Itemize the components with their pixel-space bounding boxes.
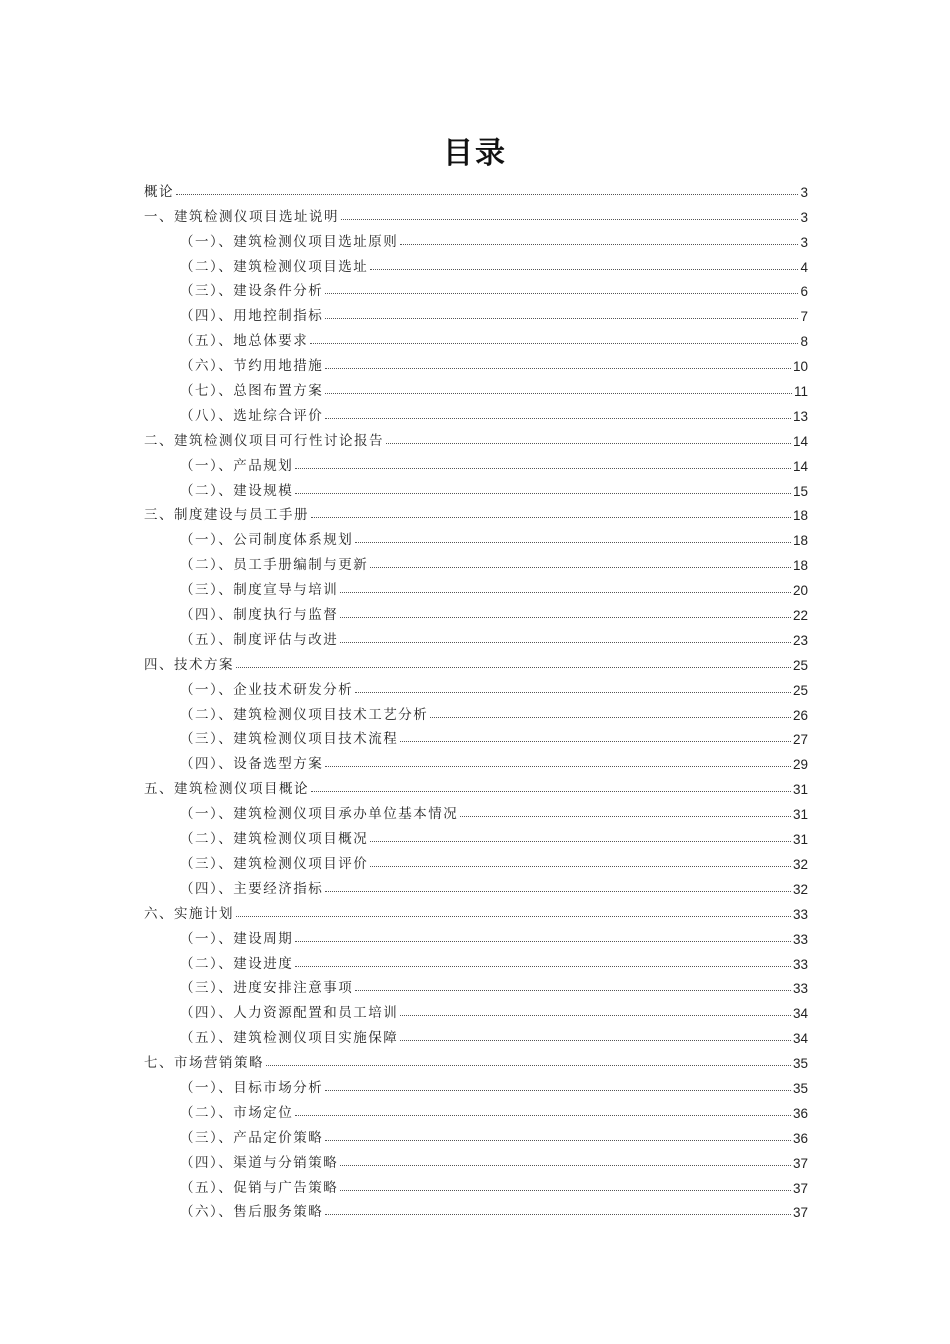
toc-leader-dots bbox=[386, 442, 791, 444]
toc-entry-page: 29 bbox=[792, 757, 808, 773]
toc-entry-page: 11 bbox=[793, 384, 808, 400]
toc-entry-page: 37 bbox=[792, 1155, 808, 1171]
table-of-contents bbox=[144, 175, 808, 1220]
toc-entry-page: 20 bbox=[792, 583, 808, 599]
toc-entry-page: 15 bbox=[792, 483, 808, 499]
toc-entry-page: 3 bbox=[800, 209, 808, 225]
toc-entry[interactable] bbox=[144, 897, 808, 922]
toc-entry[interactable] bbox=[144, 797, 808, 822]
toc-entry[interactable] bbox=[144, 1171, 808, 1196]
toc-entry-label: （一）、建筑检测仪项目选址原则 bbox=[180, 233, 399, 250]
toc-entry-page: 36 bbox=[792, 1130, 808, 1146]
toc-leader-dots bbox=[460, 815, 791, 817]
toc-entry-page: 32 bbox=[792, 881, 808, 897]
toc-entry-label: 概论 bbox=[144, 183, 174, 200]
toc-entry-page: 36 bbox=[792, 1105, 808, 1121]
toc-entry[interactable] bbox=[144, 175, 808, 200]
toc-entry-page: 35 bbox=[792, 1080, 808, 1096]
toc-title: 目录 bbox=[443, 136, 507, 171]
toc-entry[interactable] bbox=[144, 449, 808, 474]
toc-entry-label: 六、实施计划 bbox=[144, 905, 234, 922]
toc-entry-page: 32 bbox=[792, 856, 808, 872]
toc-entry-label: （五）、促销与广告策略 bbox=[180, 1179, 339, 1196]
toc-entry-page: 18 bbox=[792, 558, 808, 574]
toc-entry-page: 31 bbox=[792, 807, 808, 823]
toc-leader-dots bbox=[325, 890, 791, 892]
toc-leader-dots bbox=[325, 367, 791, 369]
toc-entry-label: （一）、建设周期 bbox=[180, 930, 294, 947]
toc-entry-page: 6 bbox=[800, 284, 808, 300]
toc-leader-dots bbox=[370, 865, 791, 867]
toc-entry[interactable] bbox=[144, 996, 808, 1021]
toc-leader-dots bbox=[295, 940, 791, 942]
toc-entry-page: 13 bbox=[792, 408, 808, 424]
toc-entry[interactable] bbox=[144, 598, 808, 623]
toc-entry-label: （四）、主要经济指标 bbox=[180, 880, 324, 897]
toc-entry-page: 34 bbox=[792, 1031, 808, 1047]
toc-entry-page: 26 bbox=[792, 707, 808, 723]
toc-entry-label: （二）、建设规模 bbox=[180, 482, 294, 499]
toc-leader-dots bbox=[176, 193, 798, 195]
toc-entry-label: 七、市场营销策略 bbox=[144, 1055, 264, 1072]
toc-entry[interactable] bbox=[144, 847, 808, 872]
toc-entry-label: （六）、售后服务策略 bbox=[180, 1204, 324, 1221]
toc-leader-dots bbox=[340, 1164, 791, 1166]
toc-leader-dots bbox=[310, 342, 798, 344]
toc-entry[interactable] bbox=[144, 947, 808, 972]
toc-entry[interactable] bbox=[144, 349, 808, 374]
toc-entry-label: 三、制度建设与员工手册 bbox=[144, 507, 309, 524]
toc-entry[interactable] bbox=[144, 573, 808, 598]
toc-entry[interactable] bbox=[144, 374, 808, 399]
toc-entry[interactable] bbox=[144, 723, 808, 748]
toc-entry-label: （三）、进度安排注意事项 bbox=[180, 980, 354, 997]
toc-entry-label: （八）、选址综合评价 bbox=[180, 407, 324, 424]
toc-entry-label: （二）、建筑检测仪项目选址 bbox=[180, 258, 369, 275]
toc-entry-page: 3 bbox=[800, 184, 808, 200]
toc-entry[interactable] bbox=[144, 499, 808, 524]
toc-entry-page: 23 bbox=[792, 632, 808, 648]
toc-leader-dots bbox=[236, 666, 791, 668]
toc-entry-page: 10 bbox=[792, 359, 808, 375]
toc-entry-label: （一）、建筑检测仪项目承办单位基本情况 bbox=[180, 806, 459, 823]
toc-entry-label: （五）、制度评估与改进 bbox=[180, 631, 339, 648]
toc-entry[interactable] bbox=[144, 225, 808, 250]
toc-entry[interactable] bbox=[144, 922, 808, 947]
toc-entry-page: 33 bbox=[792, 931, 808, 947]
toc-entry[interactable] bbox=[144, 673, 808, 698]
toc-entry-page: 27 bbox=[792, 732, 808, 748]
toc-entry-label: （三）、产品定价策略 bbox=[180, 1129, 324, 1146]
toc-entry-page: 34 bbox=[792, 1006, 808, 1022]
toc-leader-dots bbox=[340, 641, 791, 643]
toc-leader-dots bbox=[400, 243, 798, 245]
toc-entry-label: （三）、建筑检测仪项目技术流程 bbox=[180, 731, 399, 748]
toc-entry-label: （四）、设备选型方案 bbox=[180, 756, 324, 773]
toc-entry[interactable] bbox=[144, 424, 808, 449]
toc-entry-page: 3 bbox=[800, 234, 808, 250]
toc-leader-dots bbox=[295, 492, 791, 494]
toc-entry-page: 33 bbox=[792, 906, 808, 922]
toc-entry[interactable] bbox=[144, 1121, 808, 1146]
toc-entry-label: （二）、员工手册编制与更新 bbox=[180, 557, 369, 574]
toc-entry[interactable] bbox=[144, 1196, 808, 1221]
toc-entry-label: （四）、人力资源配置和员工培训 bbox=[180, 1005, 399, 1022]
toc-entry[interactable] bbox=[144, 299, 808, 324]
toc-entry-label: （一）、产品规划 bbox=[180, 457, 294, 474]
toc-entry-label: 四、技术方案 bbox=[144, 656, 234, 673]
toc-leader-dots bbox=[340, 616, 791, 618]
toc-leader-dots bbox=[400, 1014, 791, 1016]
toc-leader-dots bbox=[295, 467, 791, 469]
toc-entry-page: 37 bbox=[792, 1205, 808, 1221]
toc-entry-label: （七）、总图布置方案 bbox=[180, 383, 324, 400]
toc-entry-label: （六）、节约用地措施 bbox=[180, 358, 324, 375]
toc-leader-dots bbox=[311, 790, 791, 792]
toc-entry-label: （二）、建筑检测仪项目技术工艺分析 bbox=[180, 706, 429, 723]
toc-entry-page: 33 bbox=[792, 956, 808, 972]
toc-entry-label: （三）、建设条件分析 bbox=[180, 283, 324, 300]
toc-leader-dots bbox=[295, 1114, 791, 1116]
toc-leader-dots bbox=[355, 541, 791, 543]
toc-entry-page: 31 bbox=[792, 832, 808, 848]
toc-entry-label: （二）、建设进度 bbox=[180, 955, 294, 972]
toc-entry[interactable] bbox=[144, 1021, 808, 1046]
toc-entry-page: 25 bbox=[792, 657, 808, 673]
toc-leader-dots bbox=[341, 218, 798, 220]
toc-entry-page: 7 bbox=[800, 309, 808, 325]
toc-entry-page: 14 bbox=[792, 433, 808, 449]
toc-entry-label: （四）、制度执行与监督 bbox=[180, 607, 339, 624]
toc-entry-page: 31 bbox=[792, 782, 808, 798]
toc-entry[interactable] bbox=[144, 324, 808, 349]
toc-entry[interactable] bbox=[144, 548, 808, 573]
toc-leader-dots bbox=[355, 691, 791, 693]
toc-leader-dots bbox=[325, 292, 798, 294]
toc-entry[interactable] bbox=[144, 648, 808, 673]
toc-leader-dots bbox=[325, 317, 798, 319]
toc-entry-label: （五）、地总体要求 bbox=[180, 333, 309, 350]
toc-leader-dots bbox=[325, 1089, 791, 1091]
toc-entry-label: （二）、市场定位 bbox=[180, 1104, 294, 1121]
toc-leader-dots bbox=[340, 591, 791, 593]
toc-leader-dots bbox=[236, 915, 791, 917]
toc-entry-page: 8 bbox=[800, 334, 808, 350]
toc-leader-dots bbox=[325, 765, 791, 767]
toc-entry-label: 二、建筑检测仪项目可行性讨论报告 bbox=[144, 432, 384, 449]
toc-leader-dots bbox=[370, 840, 791, 842]
toc-entry-page: 18 bbox=[792, 508, 808, 524]
toc-entry[interactable] bbox=[144, 1046, 808, 1071]
toc-entry-page: 18 bbox=[792, 533, 808, 549]
toc-leader-dots bbox=[325, 417, 791, 419]
toc-entry[interactable] bbox=[144, 698, 808, 723]
toc-leader-dots bbox=[370, 268, 798, 270]
toc-entry[interactable] bbox=[144, 872, 808, 897]
toc-entry-label: （五）、建筑检测仪项目实施保障 bbox=[180, 1030, 399, 1047]
toc-entry-page: 33 bbox=[792, 981, 808, 997]
toc-entry-label: （一）、公司制度体系规划 bbox=[180, 532, 354, 549]
toc-entry-label: 一、建筑检测仪项目选址说明 bbox=[144, 208, 339, 225]
toc-entry[interactable] bbox=[144, 972, 808, 997]
toc-entry[interactable] bbox=[144, 1096, 808, 1121]
toc-leader-dots bbox=[400, 1039, 791, 1041]
toc-entry[interactable] bbox=[144, 822, 808, 847]
toc-entry-page: 35 bbox=[792, 1056, 808, 1072]
toc-leader-dots bbox=[295, 965, 791, 967]
toc-leader-dots bbox=[370, 566, 791, 568]
toc-leader-dots bbox=[325, 392, 792, 394]
toc-entry-label: （三）、建筑检测仪项目评价 bbox=[180, 855, 369, 872]
toc-entry[interactable] bbox=[144, 1071, 808, 1096]
toc-entry[interactable] bbox=[144, 1146, 808, 1171]
toc-entry-page: 4 bbox=[800, 259, 808, 275]
toc-entry[interactable] bbox=[144, 523, 808, 548]
toc-entry[interactable] bbox=[144, 399, 808, 424]
toc-entry-page: 14 bbox=[792, 458, 808, 474]
toc-entry[interactable] bbox=[144, 275, 808, 300]
toc-entry[interactable] bbox=[144, 474, 808, 499]
toc-leader-dots bbox=[311, 516, 791, 518]
toc-entry-label: （一）、企业技术研发分析 bbox=[180, 681, 354, 698]
toc-entry-page: 25 bbox=[792, 682, 808, 698]
toc-entry[interactable] bbox=[144, 200, 808, 225]
toc-leader-dots bbox=[340, 1189, 791, 1191]
toc-entry-label: （二）、建筑检测仪项目概况 bbox=[180, 831, 369, 848]
toc-entry-page: 22 bbox=[792, 608, 808, 624]
toc-leader-dots bbox=[430, 716, 791, 718]
toc-entry[interactable] bbox=[144, 772, 808, 797]
toc-entry-label: （四）、渠道与分销策略 bbox=[180, 1154, 339, 1171]
toc-entry-label: （三）、制度宣导与培训 bbox=[180, 582, 339, 599]
toc-leader-dots bbox=[400, 740, 791, 742]
toc-entry[interactable] bbox=[144, 250, 808, 275]
toc-leader-dots bbox=[325, 1213, 791, 1215]
toc-entry[interactable] bbox=[144, 623, 808, 648]
toc-entry-page: 37 bbox=[792, 1180, 808, 1196]
toc-entry-label: 五、建筑检测仪项目概论 bbox=[144, 781, 309, 798]
toc-entry[interactable] bbox=[144, 747, 808, 772]
toc-leader-dots bbox=[355, 989, 791, 991]
toc-entry-label: （四）、用地控制指标 bbox=[180, 308, 324, 325]
toc-leader-dots bbox=[325, 1139, 791, 1141]
toc-entry-label: （一）、目标市场分析 bbox=[180, 1079, 324, 1096]
toc-leader-dots bbox=[266, 1064, 791, 1066]
